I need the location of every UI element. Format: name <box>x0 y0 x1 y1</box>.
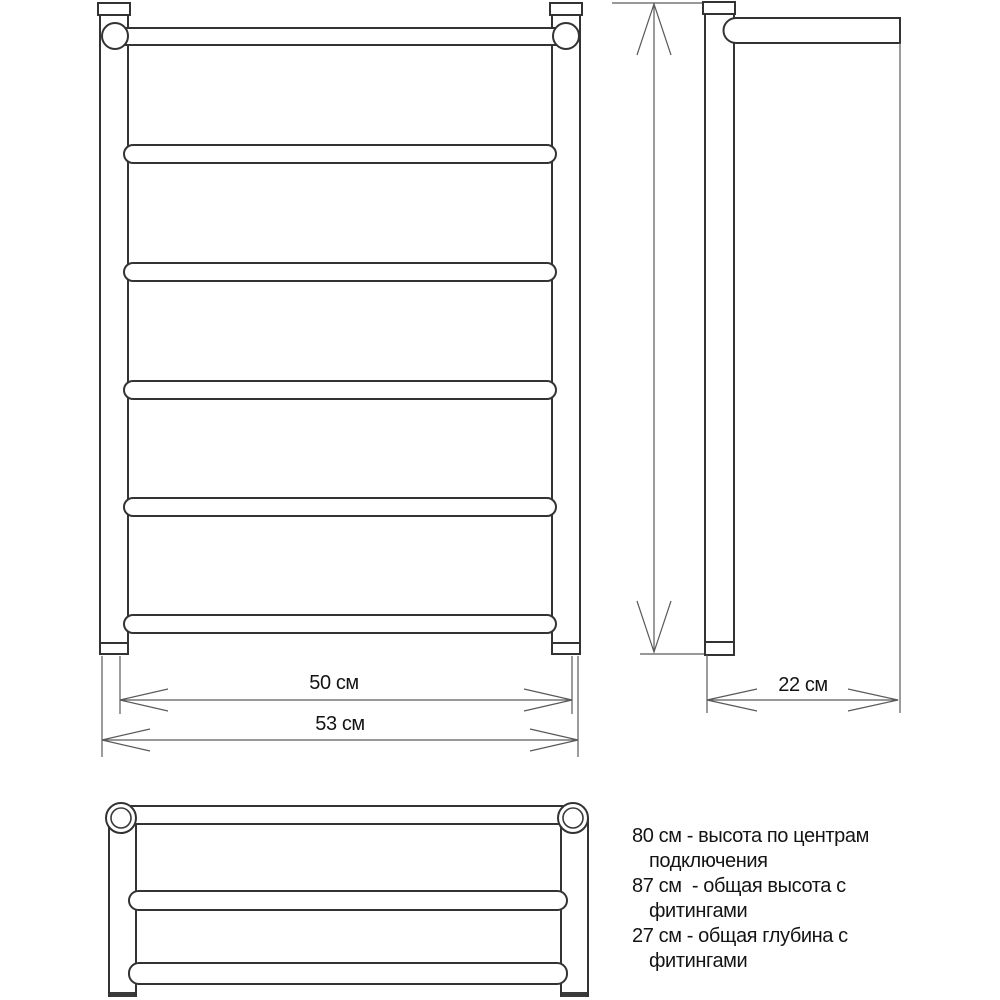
side-top-rail <box>724 18 900 43</box>
note-text: фитингами <box>649 950 748 972</box>
top-right-foot <box>562 992 587 997</box>
side-post <box>705 14 734 642</box>
front-right-foot <box>552 643 580 654</box>
top-left-fitting-ring-inner <box>111 808 131 828</box>
front-left-post-cap <box>98 3 130 15</box>
top-rung-2 <box>129 963 567 984</box>
note-total-height <box>632 874 892 924</box>
front-view <box>98 3 582 757</box>
front-left-post <box>100 15 128 643</box>
front-top-rail <box>115 28 566 45</box>
front-rung-4 <box>124 498 556 516</box>
note-height-centers <box>632 824 892 874</box>
front-rung-5 <box>124 615 556 633</box>
top-shelf-rail <box>121 806 573 824</box>
note-total-depth <box>632 924 892 974</box>
front-left-foot <box>100 643 128 654</box>
side-post-cap <box>703 2 735 14</box>
front-right-post-cap <box>550 3 582 15</box>
side-dimension-22cm <box>707 43 900 713</box>
note-text: 80 см - высота по центрам <box>632 825 869 847</box>
top-left-foot <box>110 992 135 997</box>
notes-block <box>632 824 892 974</box>
dimension-label-inner-width: 50 см <box>309 672 359 694</box>
front-right-fitting-circle <box>553 23 579 49</box>
top-view <box>106 803 588 997</box>
side-dimension-height <box>612 3 704 654</box>
dimension-label-depth: 22 см <box>778 674 828 696</box>
note-text: 27 см - общая глубина с <box>632 925 848 947</box>
side-foot <box>705 642 734 655</box>
note-text: подключения <box>649 850 768 872</box>
front-rung-1 <box>124 145 556 163</box>
front-rung-3 <box>124 381 556 399</box>
front-left-fitting-circle <box>102 23 128 49</box>
front-rung-2 <box>124 263 556 281</box>
note-text: 87 см - общая высота с <box>632 875 846 897</box>
front-right-post <box>552 15 580 643</box>
top-rung-1 <box>129 891 567 910</box>
top-right-fitting-ring-inner <box>563 808 583 828</box>
note-text: фитингами <box>649 900 748 922</box>
dimension-label-outer-width: 53 см <box>315 713 365 735</box>
side-view <box>612 2 900 713</box>
